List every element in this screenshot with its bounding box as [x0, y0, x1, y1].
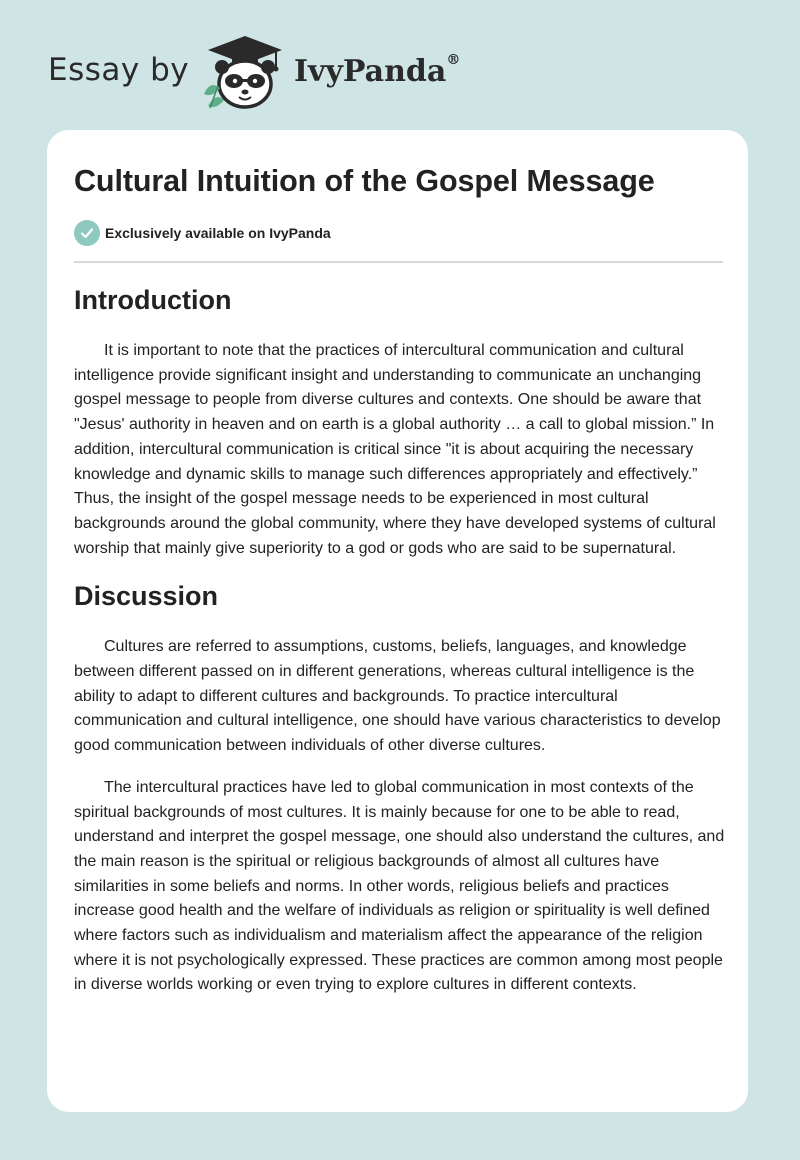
site-header — [48, 30, 508, 110]
paragraph: Cultures are referred to assumptions, customs, beliefs, languages, and knowledge between different passed on in different generations, whereas cultural intelligence is the ability to adapt to different cultures and backgrounds. To practice intercultural communication and cultural intelligence, one should have various characteristics to develop good communication between individuals of other diverse cultures. — [74, 638, 721, 755]
paragraph: It is important to note that the practices of intercultural communication and cultural intelligence provide significant insight and understanding to communicate an unchanging gospel message to people from diverse cultures and contexts. One should be aware that "Jesus' authority in heaven and on earth is a global authority … a call to global mission.” In addition, intercultural communication is critical since "it is about acquiring the necessary knowledge and dynamic skills to manage such differences appropriately and effectively.” Thus, the insight of the gospel message needs to be experienced in most cultural backgrounds around the global community, where they have developed systems of cultural worship that mainly give superiority to a god or gods who are said to be supernatural. — [74, 342, 716, 557]
check-mark-icon — [80, 226, 94, 240]
essay-body — [74, 280, 726, 1015]
panda-graduate-icon[interactable] — [202, 34, 288, 110]
page-title: Cultural Intuition of the Gospel Message — [74, 164, 655, 198]
section-heading: Discussion — [74, 581, 219, 612]
essay-by-label: Essay by — [48, 52, 190, 88]
section-introduction — [74, 285, 726, 561]
paragraph: The intercultural practices have led to global communication in most contexts of the spiritual backgrounds of most cultures. It is mainly because for one to be able to read, understand and interpret the gospel message, one should also understand the cultures, and the main reason is the spiritual or religious backgrounds of almost all cultures have similarities in some beliefs and norms. In other words, religious beliefs and practices increase good health and the welfare of individuals as religion or spirituality is well defined where factors such as individualism and materialism affect the appearance of the religion where it is not psychologically expressed. These practices are common among most people in diverse worlds working or even trying to explore cultures in different contexts. — [74, 778, 725, 994]
check-icon — [74, 220, 100, 246]
section-discussion — [74, 581, 726, 998]
exclusive-badge — [74, 220, 331, 246]
title-divider — [74, 261, 723, 263]
essay-card — [47, 130, 748, 1112]
section-heading: Introduction — [74, 285, 232, 315]
badge-label: Exclusively available on IvyPanda — [105, 225, 331, 241]
registered-mark: ® — [446, 52, 461, 68]
brand-text: IvyPanda — [294, 54, 447, 89]
brand-name[interactable] — [294, 54, 460, 89]
